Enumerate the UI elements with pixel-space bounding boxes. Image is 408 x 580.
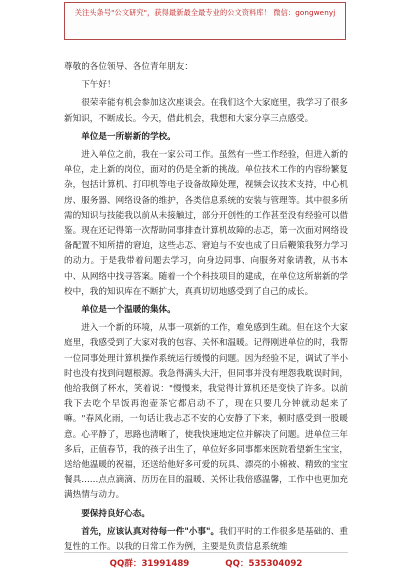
footer-divider (64, 552, 348, 553)
paragraph-lead: 首先，应该认真对待每一件"小事"。 (81, 526, 220, 537)
section-heading-3: 要保持良好心态。 (81, 508, 150, 519)
footer (64, 557, 348, 569)
section-paragraph-3 (64, 525, 348, 555)
section-paragraph-2: 进入一个新的环境，从事一项新的工作，难免感到生疏。但在这个大家庭里，我感受到了大家对我的包容、关怀和温暖。记得刚进单位的时，我帮一位同事处理计算机操作系统运行缓慢的问题。因为经验不足，调试了半小时也没有找到问题根源。我急得满头大汗，但同事并没有埋怨我耽误时间，他给我倒了杯水，笑着说："慢慢来，我觉得计算机还是变快了许多。以前我下去吃个早饭再泡壶茶它都启动不了，现在只要几分钟就动起来了嘛。"春风化雨，一句话让我忐忑不安的心安静了下来，顿时感受到一股暖意。心平静了，思路也清晰了，使我快速地定位并解决了问题。进单位三年多后，正值春节，我的孩子出生了，单位好多同事都来医院看望新生宝宝，送给他温暖的祝福，还送给他好多可爱的玩具、漂亮的小棉被、精致的宝宝餐具……点点滴滴、历历在目的温暖、关怀让我倍感温馨，工作中也更加充满热情与动力。 (64, 323, 348, 501)
greeting: 下午好！ (81, 80, 116, 91)
section-paragraph-1: 进入单位之前，我在一家公司工作。虽然有一些工作经验，但进入新的单位，走上新的岗位，面对的仍是全新的挑战。单位技术工作的内容纷繁复杂，包括计算机、打印机等电子设备故障处理，视频会议技术支持，中心机房、服务器、网络设备的维护，各类信息系统的安装与管理等。其中很多所需的知识与技能我以前从未接触过，部分开创性的工作甚至没有经验可以借鉴。现在还记得第一次帮助同事排查计算机故障的忐忑，第一次面对网络设备配置不知所措的窘迫，这些忐忑、窘迫与不安也成了日后鞭策我努力学习的动力。于是我带着问题去学习，向身边同事、向服务对象请教，从书本中、从网络中找寻答案。随着一个个科技项目的建成，在单位这所崭新的学校中，我的知识库在不断扩大，真真切切地感受到了自己的成长。 (64, 150, 348, 297)
footer-qq-group: QQ群：31991489 (109, 559, 190, 569)
header-banner (64, 2, 346, 40)
section-heading-2: 单位是一个温暖的集体。 (81, 305, 176, 316)
banner-text: 关注头条号"公文研究"，获得最新最全最专业的公文资料库！ 微信：gongwenyj (74, 8, 336, 17)
salutation: 尊敬的各位领导、各位青年朋友： (64, 62, 193, 72)
footer-qq: QQ：535304092 (225, 559, 303, 569)
document-body (64, 60, 348, 555)
intro-paragraph: 很荣幸能有机会参加这次座谈会。在我们这个大家庭里，我学习了很多新知识，不断成长。今天，借此机会，我想和大家分享三点感受。 (64, 98, 348, 124)
section-heading-1: 单位是一所崭新的学校。 (81, 131, 176, 142)
paragraph-rest: 我们平时的工作很多是基础的、重复性的工作。以我的日常工作为例，主要是负责信息系统维 (64, 526, 348, 553)
